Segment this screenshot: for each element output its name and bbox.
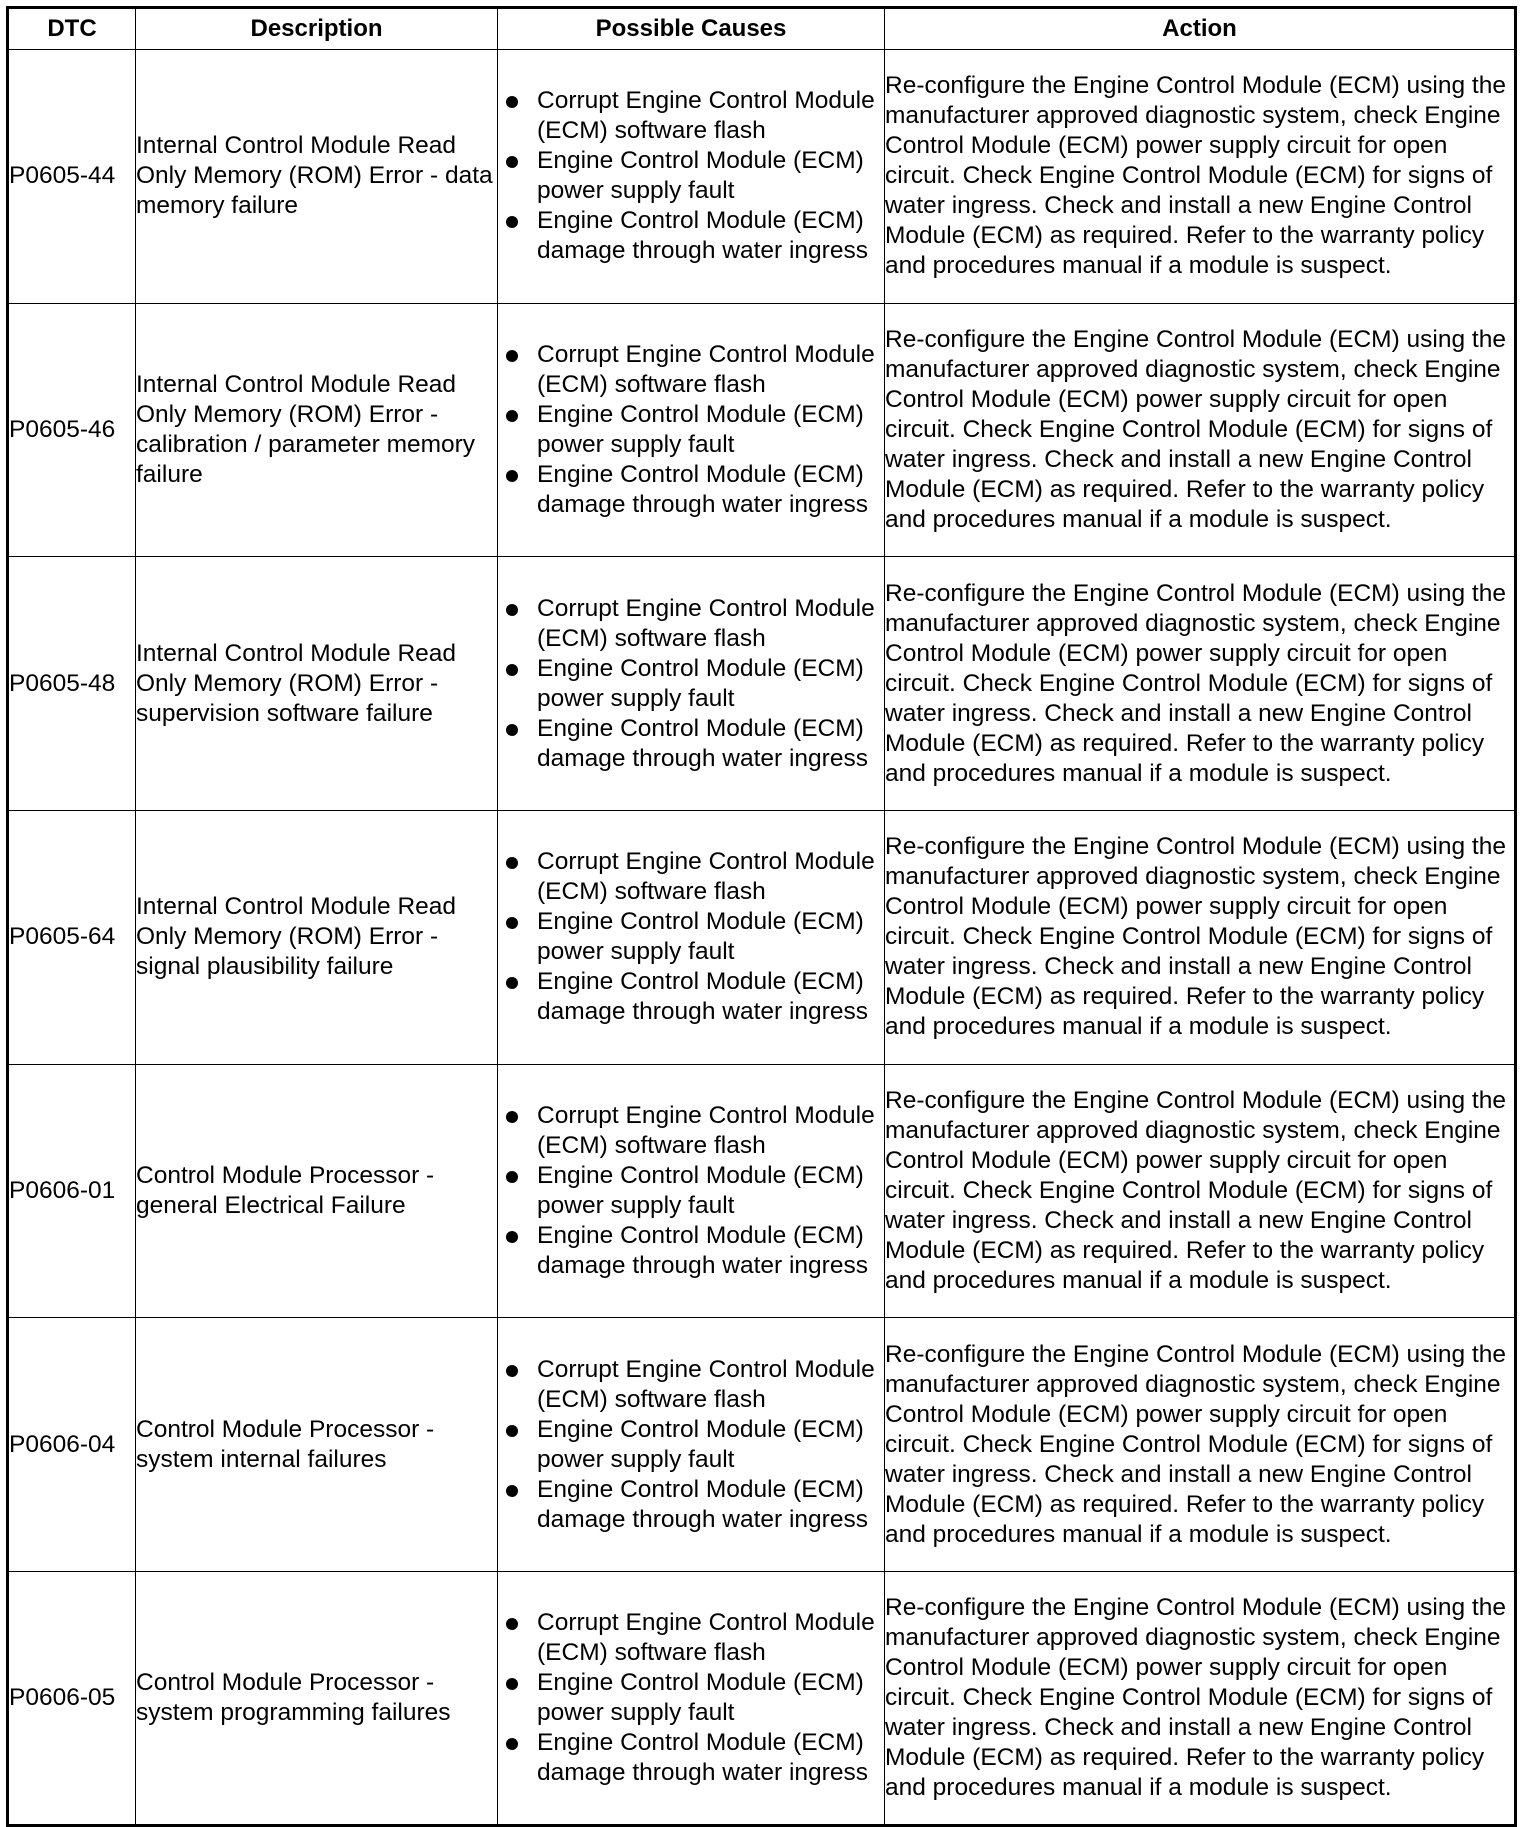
cause-item: Engine Control Module (ECM) power supply fault bbox=[498, 146, 884, 206]
dtc-code: P0606-05 bbox=[8, 1572, 136, 1826]
cause-item: Engine Control Module (ECM) power supply fault bbox=[498, 1161, 884, 1221]
cause-item: Engine Control Module (ECM) power supply fault bbox=[498, 654, 884, 714]
dtc-code: P0605-44 bbox=[8, 50, 136, 304]
cause-item: Corrupt Engine Control Module (ECM) software flash bbox=[498, 594, 884, 654]
dtc-table bbox=[6, 6, 1517, 1827]
possible-causes bbox=[498, 303, 885, 557]
cause-item: Corrupt Engine Control Module (ECM) software flash bbox=[498, 340, 884, 400]
dtc-code: P0606-04 bbox=[8, 1318, 136, 1572]
cause-item: Engine Control Module (ECM) damage through water ingress bbox=[498, 967, 884, 1027]
cause-list bbox=[498, 1101, 884, 1281]
table-row bbox=[8, 1318, 1516, 1572]
cause-item: Engine Control Module (ECM) power supply fault bbox=[498, 1415, 884, 1475]
cause-item: Corrupt Engine Control Module (ECM) software flash bbox=[498, 1608, 884, 1668]
action-text: Re-configure the Engine Control Module (ECM) using the manufacturer approved diagnostic system, check Engine Control Module (ECM) power supply circuit for open circuit. Check Engine Control Module (ECM) for signs of water ingress. Check and install a new Engine Control Module (ECM) as required. Refer to the warranty policy and procedures manual if a module is suspect. bbox=[885, 1318, 1516, 1572]
cause-list bbox=[498, 847, 884, 1027]
action-text: Re-configure the Engine Control Module (ECM) using the manufacturer approved diagnostic system, check Engine Control Module (ECM) power supply circuit for open circuit. Check Engine Control Module (ECM) for signs of water ingress. Check and install a new Engine Control Module (ECM) as required. Refer to the warranty policy and procedures manual if a module is suspect. bbox=[885, 50, 1516, 304]
header-description: Description bbox=[136, 8, 498, 50]
possible-causes bbox=[498, 811, 885, 1065]
table-row bbox=[8, 811, 1516, 1065]
possible-causes bbox=[498, 50, 885, 304]
dtc-code: P0605-48 bbox=[8, 557, 136, 811]
cause-item: Corrupt Engine Control Module (ECM) software flash bbox=[498, 847, 884, 907]
header-action: Action bbox=[885, 8, 1516, 50]
dtc-code: P0605-46 bbox=[8, 303, 136, 557]
dtc-description: Control Module Processor - system programming failures bbox=[136, 1572, 498, 1826]
dtc-description: Control Module Processor - system internal failures bbox=[136, 1318, 498, 1572]
table-row bbox=[8, 50, 1516, 304]
cause-list bbox=[498, 1355, 884, 1535]
possible-causes bbox=[498, 1318, 885, 1572]
dtc-description: Internal Control Module Read Only Memory (ROM) Error - data memory failure bbox=[136, 50, 498, 304]
action-text: Re-configure the Engine Control Module (ECM) using the manufacturer approved diagnostic system, check Engine Control Module (ECM) power supply circuit for open circuit. Check Engine Control Module (ECM) for signs of water ingress. Check and install a new Engine Control Module (ECM) as required. Refer to the warranty policy and procedures manual if a module is suspect. bbox=[885, 1064, 1516, 1318]
cause-item: Engine Control Module (ECM) damage through water ingress bbox=[498, 460, 884, 520]
cause-item: Corrupt Engine Control Module (ECM) software flash bbox=[498, 1101, 884, 1161]
table-row bbox=[8, 1572, 1516, 1826]
cause-item: Engine Control Module (ECM) damage through water ingress bbox=[498, 714, 884, 774]
dtc-description: Internal Control Module Read Only Memory (ROM) Error - supervision software failure bbox=[136, 557, 498, 811]
table-row bbox=[8, 303, 1516, 557]
cause-list bbox=[498, 594, 884, 774]
cause-list bbox=[498, 340, 884, 520]
possible-causes bbox=[498, 1064, 885, 1318]
action-text: Re-configure the Engine Control Module (ECM) using the manufacturer approved diagnostic system, check Engine Control Module (ECM) power supply circuit for open circuit. Check Engine Control Module (ECM) for signs of water ingress. Check and install a new Engine Control Module (ECM) as required. Refer to the warranty policy and procedures manual if a module is suspect. bbox=[885, 811, 1516, 1065]
action-text: Re-configure the Engine Control Module (ECM) using the manufacturer approved diagnostic system, check Engine Control Module (ECM) power supply circuit for open circuit. Check Engine Control Module (ECM) for signs of water ingress. Check and install a new Engine Control Module (ECM) as required. Refer to the warranty policy and procedures manual if a module is suspect. bbox=[885, 303, 1516, 557]
cause-list bbox=[498, 1608, 884, 1788]
header-dtc: DTC bbox=[8, 8, 136, 50]
dtc-description: Internal Control Module Read Only Memory (ROM) Error - calibration / parameter memory failure bbox=[136, 303, 498, 557]
table-header-row bbox=[8, 8, 1516, 50]
cause-item: Corrupt Engine Control Module (ECM) software flash bbox=[498, 86, 884, 146]
cause-item: Engine Control Module (ECM) damage through water ingress bbox=[498, 1475, 884, 1535]
dtc-code: P0605-64 bbox=[8, 811, 136, 1065]
action-text: Re-configure the Engine Control Module (ECM) using the manufacturer approved diagnostic system, check Engine Control Module (ECM) power supply circuit for open circuit. Check Engine Control Module (ECM) for signs of water ingress. Check and install a new Engine Control Module (ECM) as required. Refer to the warranty policy and procedures manual if a module is suspect. bbox=[885, 557, 1516, 811]
table-row bbox=[8, 557, 1516, 811]
dtc-description: Internal Control Module Read Only Memory (ROM) Error - signal plausibility failure bbox=[136, 811, 498, 1065]
dtc-code: P0606-01 bbox=[8, 1064, 136, 1318]
cause-item: Engine Control Module (ECM) power supply fault bbox=[498, 1668, 884, 1728]
cause-item: Engine Control Module (ECM) damage through water ingress bbox=[498, 206, 884, 266]
header-possible-causes: Possible Causes bbox=[498, 8, 885, 50]
action-text: Re-configure the Engine Control Module (ECM) using the manufacturer approved diagnostic system, check Engine Control Module (ECM) power supply circuit for open circuit. Check Engine Control Module (ECM) for signs of water ingress. Check and install a new Engine Control Module (ECM) as required. Refer to the warranty policy and procedures manual if a module is suspect. bbox=[885, 1572, 1516, 1826]
cause-item: Engine Control Module (ECM) damage through water ingress bbox=[498, 1728, 884, 1788]
cause-list bbox=[498, 86, 884, 266]
table-row bbox=[8, 1064, 1516, 1318]
possible-causes bbox=[498, 1572, 885, 1826]
dtc-description: Control Module Processor - general Electrical Failure bbox=[136, 1064, 498, 1318]
cause-item: Engine Control Module (ECM) damage through water ingress bbox=[498, 1221, 884, 1281]
cause-item: Corrupt Engine Control Module (ECM) software flash bbox=[498, 1355, 884, 1415]
table-body bbox=[8, 50, 1516, 1826]
cause-item: Engine Control Module (ECM) power supply fault bbox=[498, 907, 884, 967]
cause-item: Engine Control Module (ECM) power supply fault bbox=[498, 400, 884, 460]
possible-causes bbox=[498, 557, 885, 811]
